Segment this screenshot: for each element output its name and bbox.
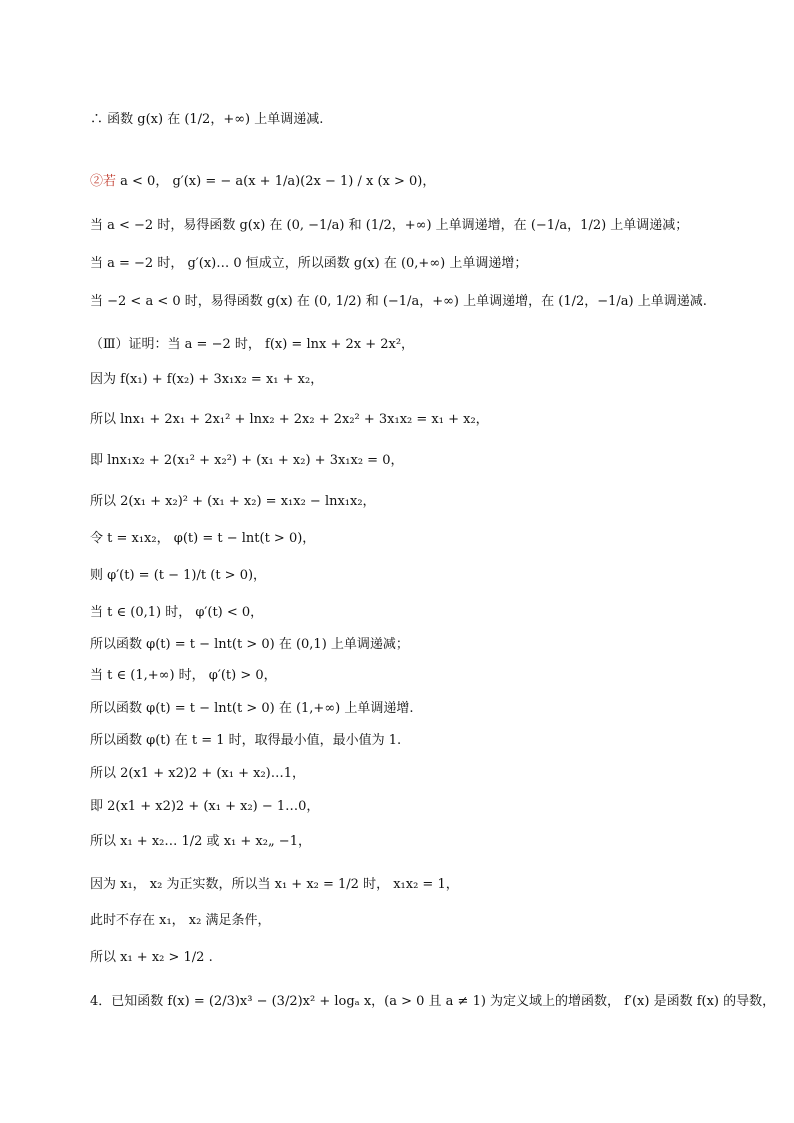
case-label: ②若	[90, 174, 117, 189]
text-line: 此时不存在 x₁， x₂ 满足条件，	[90, 913, 271, 928]
text-line: 令 t = x₁x₂， φ(t) = t − lnt(t > 0)，	[90, 531, 316, 546]
text-line: 因为 f(x₁) + f(x₂) + 3x₁x₂ = x₁ + x₂，	[90, 372, 324, 387]
text-line: 所以 x₁ + x₂… 1/2 或 x₁ + x₂„ −1，	[90, 834, 311, 849]
text-line: 当 a = −2 时， g′(x)… 0 恒成立，所以函数 g(x) 在 (0,+∞) 上单调递增；	[90, 256, 528, 271]
text-line: 所以 2(x₁ + x₂)² + (x₁ + x₂) = x₁x₂ − lnx₁x₂，	[90, 494, 376, 509]
text-line: 所以函数 φ(t) = t − lnt(t > 0) 在 (0,1) 上单调递减；	[90, 637, 409, 652]
text-line: 当 a < −2 时，易得函数 g(x) 在 (0, −1/a) 和 (1/2，+∞) 上单调递增，在 (−1/a，1/2) 上单调递减；	[90, 218, 689, 233]
text-line: 所以 x₁ + x₂ > 1/2 .	[90, 950, 213, 965]
text-line: 即 lnx₁x₂ + 2(x₁² + x₂²) + (x₁ + x₂) + 3x₁x₂ = 0，	[90, 453, 404, 468]
text-line: 即 2(x1 + x2)2 + (x₁ + x₂) − 1…0，	[90, 799, 320, 814]
text-line: 所以函数 φ(t) 在 t = 1 时，取得最小值，最小值为 1.	[90, 733, 402, 748]
text-line	[90, 170, 435, 189]
text-line: 则 φ′(t) = (t − 1)/t (t > 0)，	[90, 568, 267, 583]
text-line: 当 −2 < a < 0 时，易得函数 g(x) 在 (0, 1/2) 和 (−1/a，+∞) 上单调递增，在 (1/2，−1/a) 上单调递减.	[90, 294, 707, 309]
text-line: 当 t ∈ (1,+∞) 时， φ′(t) > 0，	[90, 668, 277, 683]
case-text: a < 0， g′(x) = − a(x + 1/a)(2x − 1) / x (x > 0)，	[116, 174, 436, 189]
text-line: 当 t ∈ (0,1) 时， φ′(t) < 0，	[90, 605, 264, 620]
text-line: （Ⅲ）证明：当 a = −2 时， f(x) = lnx + 2x + 2x²，	[90, 337, 415, 352]
text-line: ∴ 函数 g(x) 在 (1/2，+∞) 上单调递减.	[90, 112, 324, 127]
text-line: 所以 lnx₁ + 2x₁ + 2x₁² + lnx₂ + 2x₂ + 2x₂² + 3x₁x₂ = x₁ + x₂，	[90, 412, 489, 427]
text-line: 因为 x₁， x₂ 为正实数，所以当 x₁ + x₂ = 1/2 时， x₁x₂ = 1，	[90, 877, 459, 892]
text-line: 所以函数 φ(t) = t − lnt(t > 0) 在 (1,+∞) 上单调递增.	[90, 701, 414, 716]
text-line: 所以 2(x1 + x2)2 + (x₁ + x₂)…1，	[90, 766, 305, 781]
text-line: 4．已知函数 f(x) = (2/3)x³ − (3/2)x² + logₐ x，(a > 0 且 a ≠ 1) 为定义域上的增函数， f′(x) 是函数 f(x) 的导数，	[90, 994, 776, 1009]
